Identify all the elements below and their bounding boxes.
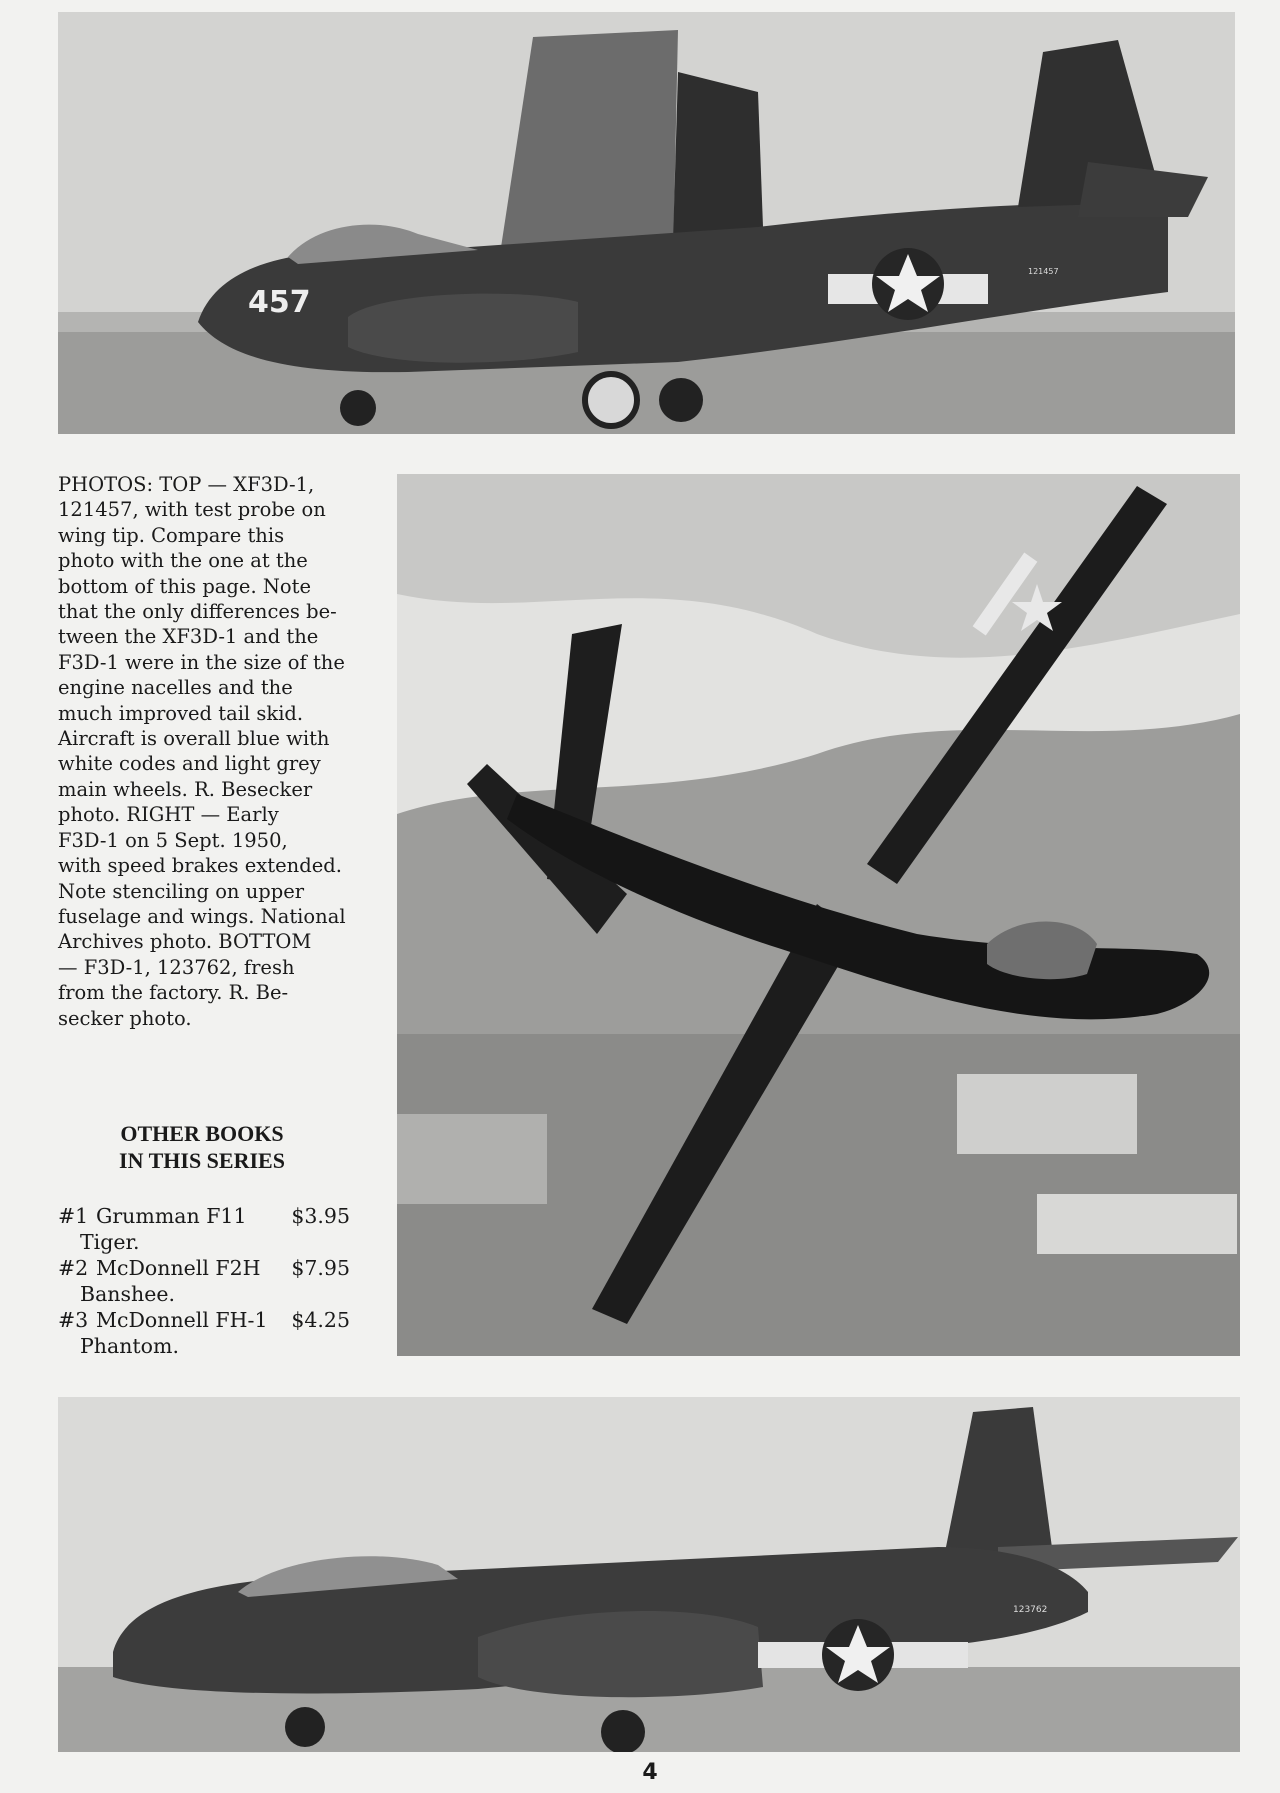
caption-line: photo. RIGHT — Early: [58, 803, 279, 827]
photo-top-xf3d1: [58, 12, 1235, 434]
book-entry: [58, 1307, 350, 1359]
book-number: #1: [58, 1204, 89, 1228]
caption-line: photo with the one at the: [58, 549, 308, 573]
book-title: McDonnell F2H: [96, 1256, 261, 1280]
caption-line: F3D-1 were in the size of the: [58, 650, 345, 674]
book-price: $7.95: [291, 1256, 350, 1280]
caption-line: white codes and light grey: [58, 752, 321, 776]
caption-line: from the factory. R. Be-: [58, 981, 289, 1005]
caption-line: that the only differences be-: [58, 600, 337, 624]
caption-line: tween the XF3D-1 and the: [58, 625, 319, 649]
book-entry: [58, 1255, 350, 1307]
caption-line: with speed brakes extended.: [58, 854, 342, 878]
caption-line: main wheels. R. Besecker: [58, 777, 313, 801]
caption-line: Note stenciling on upper: [58, 879, 305, 903]
caption-line: wing tip. Compare this: [58, 523, 285, 547]
book-price: $3.95: [291, 1204, 350, 1228]
book-number: #2: [58, 1256, 89, 1280]
book-title-cont: Phantom.: [80, 1334, 179, 1358]
bottom-tail-serial: 123762: [1013, 1605, 1048, 1615]
caption-line: 121457, with test probe on: [58, 498, 326, 522]
other-books-heading-line2: IN THIS SERIES: [119, 1148, 285, 1173]
caption-line: secker photo.: [58, 1006, 192, 1030]
book-title-cont: Banshee.: [80, 1282, 175, 1306]
page-number: 4: [642, 1760, 658, 1785]
book-price: $4.25: [291, 1308, 350, 1332]
caption-line: engine nacelles and the: [58, 676, 293, 700]
caption-line: — F3D-1, 123762, fresh: [58, 955, 295, 979]
caption-line: bottom of this page. Note: [58, 574, 312, 598]
caption-line: F3D-1 on 5 Sept. 1950,: [58, 828, 288, 852]
book-number: #3: [58, 1308, 89, 1332]
book-entry: [58, 1203, 350, 1255]
caption-line: fuselage and wings. National: [58, 904, 346, 928]
photo-right-f3d1-inflight: [397, 474, 1240, 1356]
caption-line: much improved tail skid.: [58, 701, 304, 725]
book-title-cont: Tiger.: [80, 1230, 140, 1254]
caption-line: Aircraft is overall blue with: [58, 727, 330, 751]
top-nose-code: 457: [248, 285, 311, 320]
caption-line: Archives photo. BOTTOM: [58, 930, 312, 954]
other-books-heading: [58, 1120, 346, 1174]
photo-bottom-f3d1: [58, 1397, 1240, 1752]
other-books-heading-line1: OTHER BOOKS: [120, 1121, 284, 1146]
book-title: Grumman F11: [96, 1204, 247, 1228]
book-title: McDonnell FH-1: [96, 1308, 268, 1332]
other-books-list: [58, 1203, 350, 1359]
caption-line: PHOTOS: TOP — XF3D-1,: [58, 473, 315, 496]
photo-caption: [58, 472, 346, 1031]
top-tail-serial: 121457: [1028, 267, 1059, 276]
